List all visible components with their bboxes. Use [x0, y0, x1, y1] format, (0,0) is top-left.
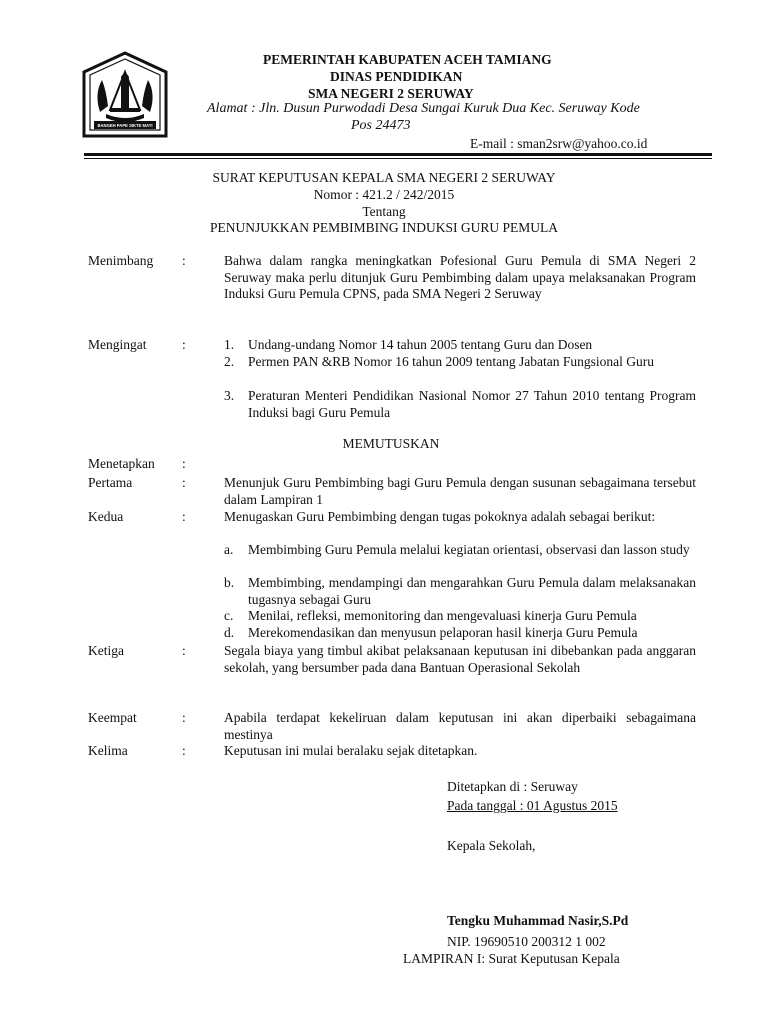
kedua-label: Kedua	[88, 509, 124, 524]
colon: :	[182, 643, 186, 658]
list-item: Membimbing, mendampingi dan mengarahkan Guru Pemula dalam melaksanakan tugasnya sebagai Guru	[248, 575, 696, 607]
ketiga-text: Segala biaya yang timbul akibat pelaksanaan keputusan ini dibebankan pada anggaran sekolah, yang bersumber pada dana Bantuan Operasional Sekolah	[224, 643, 696, 675]
decree-subject: PENUNJUKKAN PEMBIMBING INDUKSI GURU PEMULA	[209, 220, 558, 235]
letterhead-rule-thick	[84, 153, 712, 156]
letterhead-department: DINAS PENDIDIKAN	[330, 69, 463, 84]
keempat-label: Keempat	[88, 710, 137, 725]
list-number: 1.	[224, 337, 235, 352]
lampiran-label: LAMPIRAN I: Surat Keputusan Kepala	[403, 951, 620, 966]
list-item: Permen PAN &RB Nomor 16 tahun 2009 tentang Jabatan Fungsional Guru	[248, 354, 654, 369]
logo-motto: BANGEH PAPE SIKTE MATI	[97, 123, 153, 129]
signature-nip: NIP. 19690510 200312 1 002	[447, 934, 606, 949]
list-letter: b.	[224, 575, 235, 590]
colon: :	[182, 743, 186, 758]
letterhead-email: E-mail : sman2srw@yahoo.co.id	[470, 136, 648, 151]
menimbang-text: Bahwa dalam rangka meningkatkan Pofesional Guru Pemula di SMA Negeri 2 Seruway maka perlu ditunjuk Guru Pembimbing dalam upaya melaksanakan Program Induksi Guru Pemula CPNS, pada SMA Negeri 2 Seruway	[224, 253, 696, 301]
letterhead-address: Alamat : Jln. Dusun Purwodadi Desa Sungai Kuruk Dua Kec. Seruway Kode	[207, 101, 640, 116]
list-item: Undang-undang Nomor 14 tahun 2005 tentang Guru dan Dosen	[248, 337, 593, 352]
keempat-text: Apabila terdapat kekeliruan dalam keputusan ini akan diperbaiki sebagaimana mestinya	[224, 710, 696, 742]
colon: :	[182, 475, 186, 490]
colon: :	[182, 337, 186, 352]
list-number: 3.	[224, 388, 235, 403]
list-letter: c.	[224, 608, 234, 623]
letterhead-school: SMA NEGERI 2 SERUWAY	[308, 86, 474, 101]
colon: :	[182, 509, 186, 524]
list-item: Merekomendasikan dan menyusun pelaporan hasil kinerja Guru Pemula	[248, 625, 638, 640]
list-letter: d.	[224, 625, 235, 640]
signature-name: Tengku Muhammad Nasir,S.Pd	[447, 913, 629, 928]
colon: :	[182, 456, 186, 471]
kelima-text: Keputusan ini mulai beralaku sejak ditetapkan.	[224, 743, 478, 758]
pertama-text: Menunjuk Guru Pembimbing bagi Guru Pemula dengan susunan sebagaimana tersebut dalam Lampiran 1	[224, 475, 696, 507]
decree-number: Nomor : 421.2 / 242/2015	[313, 187, 455, 202]
kelima-label: Kelima	[88, 743, 128, 758]
list-item: Peraturan Menteri Pendidikan Nasional Nomor 27 Tahun 2010 tentang Program Induksi bagi Guru Pemula	[248, 388, 696, 420]
signature-position: Kepala Sekolah,	[447, 838, 536, 853]
school-logo-icon	[80, 50, 170, 146]
letterhead-rule-thin	[84, 158, 712, 159]
menimbang-label: Menimbang	[88, 253, 154, 268]
signature-date: Pada tanggal : 01 Agustus 2015	[447, 798, 618, 813]
colon: :	[182, 253, 186, 268]
letterhead-postcode: Pos 24473	[351, 118, 411, 133]
list-letter: a.	[224, 542, 234, 557]
colon: :	[182, 710, 186, 725]
menetapkan-label: Menetapkan	[88, 456, 155, 471]
signature-place: Ditetapkan di : Seruway	[447, 779, 578, 794]
list-item: Membimbing Guru Pemula melalui kegiatan orientasi, observasi dan lasson study	[248, 542, 690, 557]
kedua-text: Menugaskan Guru Pembimbing dengan tugas pokoknya adalah sebagai berikut:	[224, 509, 656, 524]
mengingat-label: Mengingat	[88, 337, 147, 352]
ketiga-label: Ketiga	[88, 643, 124, 658]
decree-title: SURAT KEPUTUSAN KEPALA SMA NEGERI 2 SERUWAY	[212, 170, 556, 185]
pertama-label: Pertama	[88, 475, 133, 490]
decree-about: Tentang	[362, 204, 406, 219]
list-item: Menilai, refleksi, memonitoring dan mengevaluasi kinerja Guru Pemula	[248, 608, 637, 623]
letterhead-government: PEMERINTAH KABUPATEN ACEH TAMIANG	[263, 52, 552, 67]
memutuskan-heading: MEMUTUSKAN	[342, 436, 440, 451]
list-number: 2.	[224, 354, 235, 369]
